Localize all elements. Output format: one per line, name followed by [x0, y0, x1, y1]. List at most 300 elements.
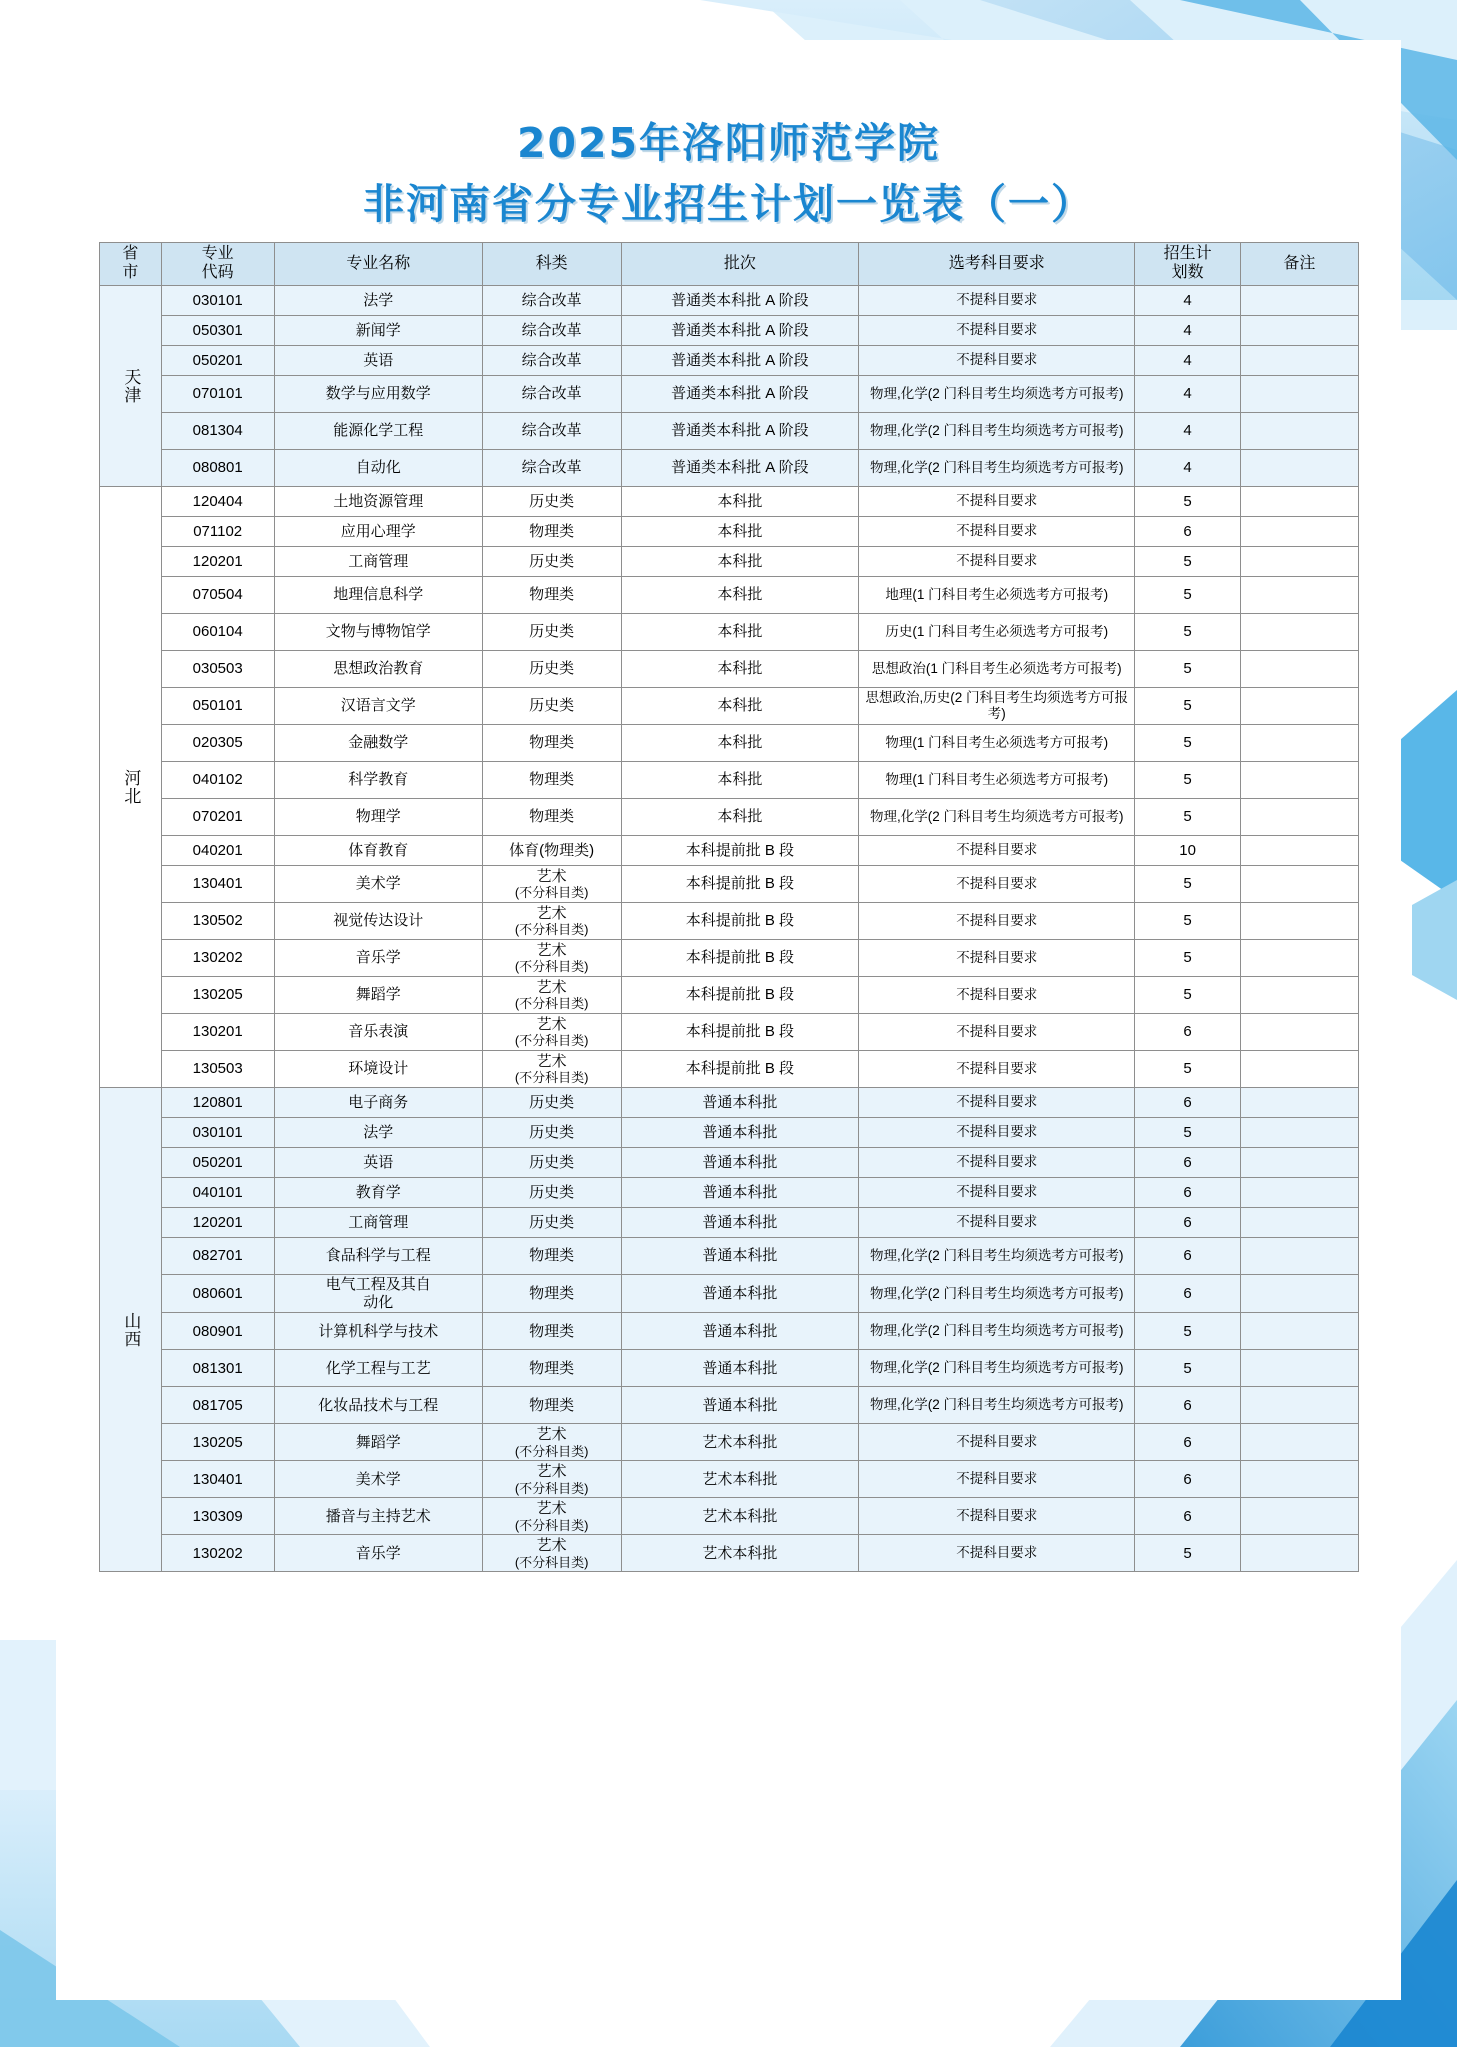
batch-cell: 本科批 [621, 517, 859, 547]
plan-count-cell: 4 [1135, 286, 1240, 316]
batch-cell: 本科提前批 B 段 [621, 866, 859, 903]
major-name-cell: 电气工程及其自 动化 [274, 1275, 482, 1313]
subject-requirement-cell: 不提科目要求 [859, 866, 1135, 903]
major-name-cell: 美术学 [274, 866, 482, 903]
major-code-cell: 071102 [161, 517, 274, 547]
major-code-cell: 120201 [161, 1208, 274, 1238]
table-row [100, 316, 1359, 346]
plan-count-cell: 6 [1135, 517, 1240, 547]
table-row [100, 1313, 1359, 1350]
major-code-cell: 080601 [161, 1275, 274, 1313]
note-cell [1240, 1350, 1358, 1387]
major-code-cell: 130202 [161, 1535, 274, 1572]
table-row [100, 1148, 1359, 1178]
enrollment-plan-table-wrapper [99, 242, 1359, 1572]
enrollment-plan-table [99, 242, 1359, 1572]
subject-category-cell: 物理类 [482, 1275, 621, 1313]
batch-cell: 本科提前批 B 段 [621, 903, 859, 940]
major-code-cell: 050301 [161, 316, 274, 346]
major-code-cell: 130502 [161, 903, 274, 940]
plan-count-cell: 5 [1135, 1313, 1240, 1350]
table-row [100, 1014, 1359, 1051]
major-name-cell: 音乐表演 [274, 1014, 482, 1051]
column-header-province [100, 243, 162, 286]
table-row [100, 577, 1359, 614]
subject-category-cell: 历史类 [482, 651, 621, 688]
batch-cell: 艺术本科批 [621, 1461, 859, 1498]
plan-count-cell: 5 [1135, 1350, 1240, 1387]
batch-cell: 普通类本科批 A 阶段 [621, 286, 859, 316]
header-plan-line2: 划数 [1171, 264, 1204, 281]
table-row [100, 450, 1359, 487]
plan-count-cell: 5 [1135, 725, 1240, 762]
batch-cell: 普通本科批 [621, 1313, 859, 1350]
major-code-cell: 030101 [161, 286, 274, 316]
note-cell [1240, 762, 1358, 799]
major-name-cell: 法学 [274, 1118, 482, 1148]
subject-requirement-cell: 不提科目要求 [859, 1051, 1135, 1088]
major-code-cell: 130309 [161, 1498, 274, 1535]
subject-requirement-cell: 不提科目要求 [859, 487, 1135, 517]
major-name-cell: 工商管理 [274, 547, 482, 577]
note-cell [1240, 977, 1358, 1014]
batch-cell: 本科批 [621, 577, 859, 614]
subject-requirement-cell: 不提科目要求 [859, 977, 1135, 1014]
major-name-cell: 金融数学 [274, 725, 482, 762]
subject-requirement-cell: 地理(1 门科目考生必须选考方可报考) [859, 577, 1135, 614]
table-header [100, 243, 1359, 286]
subject-category-cell: 物理类 [482, 517, 621, 547]
table-row [100, 651, 1359, 688]
table-row [100, 762, 1359, 799]
batch-cell: 本科提前批 B 段 [621, 836, 859, 866]
major-code-cell: 030503 [161, 651, 274, 688]
major-name-cell: 地理信息科学 [274, 577, 482, 614]
note-cell [1240, 836, 1358, 866]
subject-category-cell: 物理类 [482, 577, 621, 614]
subject-category-cell: 物理类 [482, 1387, 621, 1424]
batch-cell: 普通类本科批 A 阶段 [621, 316, 859, 346]
subject-category-cell: 艺术 (不分科目类) [482, 866, 621, 903]
major-code-cell: 040101 [161, 1178, 274, 1208]
table-row [100, 1275, 1359, 1313]
plan-count-cell: 6 [1135, 1461, 1240, 1498]
note-cell [1240, 799, 1358, 836]
major-name-cell: 舞蹈学 [274, 1424, 482, 1461]
subject-category-cell: 历史类 [482, 1208, 621, 1238]
subject-category-cell: 历史类 [482, 1148, 621, 1178]
plan-count-cell: 4 [1135, 316, 1240, 346]
subject-category-cell: 历史类 [482, 1178, 621, 1208]
major-name-cell: 汉语言文学 [274, 688, 482, 725]
major-code-cell: 060104 [161, 614, 274, 651]
subject-requirement-cell: 不提科目要求 [859, 1148, 1135, 1178]
table-row [100, 286, 1359, 316]
subject-requirement-cell: 不提科目要求 [859, 836, 1135, 866]
major-code-cell: 030101 [161, 1118, 274, 1148]
batch-cell: 艺术本科批 [621, 1498, 859, 1535]
note-cell [1240, 651, 1358, 688]
major-code-cell: 130401 [161, 866, 274, 903]
major-code-cell: 130401 [161, 1461, 274, 1498]
note-cell [1240, 688, 1358, 725]
major-code-cell: 070101 [161, 376, 274, 413]
subject-requirement-cell: 不提科目要求 [859, 1118, 1135, 1148]
note-cell [1240, 577, 1358, 614]
subject-category-cell: 历史类 [482, 1118, 621, 1148]
note-cell [1240, 1461, 1358, 1498]
subject-requirement-cell: 不提科目要求 [859, 1498, 1135, 1535]
note-cell [1240, 547, 1358, 577]
column-header-note: 备注 [1240, 243, 1358, 286]
major-code-cell: 120404 [161, 487, 274, 517]
batch-cell: 本科批 [621, 762, 859, 799]
major-name-cell: 工商管理 [274, 1208, 482, 1238]
note-cell [1240, 1313, 1358, 1350]
major-name-cell: 体育教育 [274, 836, 482, 866]
major-name-cell: 科学教育 [274, 762, 482, 799]
batch-cell: 普通本科批 [621, 1350, 859, 1387]
subject-category-cell: 物理类 [482, 1313, 621, 1350]
subject-requirement-cell: 物理,化学(2 门科目考生均须选考方可报考) [859, 413, 1135, 450]
subject-requirement-cell: 不提科目要求 [859, 1535, 1135, 1572]
subject-category-cell: 综合改革 [482, 316, 621, 346]
plan-count-cell: 5 [1135, 614, 1240, 651]
major-name-cell: 土地资源管理 [274, 487, 482, 517]
batch-cell: 本科批 [621, 688, 859, 725]
plan-count-cell: 6 [1135, 1208, 1240, 1238]
batch-cell: 普通类本科批 A 阶段 [621, 376, 859, 413]
major-name-cell: 物理学 [274, 799, 482, 836]
plan-count-cell: 5 [1135, 940, 1240, 977]
batch-cell: 本科提前批 B 段 [621, 977, 859, 1014]
subject-category-cell: 物理类 [482, 762, 621, 799]
batch-cell: 普通本科批 [621, 1275, 859, 1313]
major-code-cell: 070504 [161, 577, 274, 614]
subject-category-cell: 综合改革 [482, 346, 621, 376]
major-name-cell: 化妆品技术与工程 [274, 1387, 482, 1424]
subject-requirement-cell: 不提科目要求 [859, 903, 1135, 940]
note-cell [1240, 614, 1358, 651]
header-plan-line1: 招生计 [1163, 245, 1212, 263]
major-name-cell: 环境设计 [274, 1051, 482, 1088]
subject-requirement-cell: 物理,化学(2 门科目考生均须选考方可报考) [859, 1275, 1135, 1313]
batch-cell: 本科批 [621, 614, 859, 651]
major-name-cell: 应用心理学 [274, 517, 482, 547]
subject-category-cell: 历史类 [482, 1088, 621, 1118]
note-cell [1240, 1208, 1358, 1238]
subject-requirement-cell: 思想政治,历史(2 门科目考生均须选考方可报考) [859, 688, 1135, 725]
header-row [100, 243, 1359, 286]
major-name-cell: 美术学 [274, 1461, 482, 1498]
table-row [100, 903, 1359, 940]
major-name-cell: 英语 [274, 1148, 482, 1178]
table-row [100, 547, 1359, 577]
subject-category-cell: 艺术 (不分科目类) [482, 1014, 621, 1051]
batch-cell: 普通本科批 [621, 1178, 859, 1208]
note-cell [1240, 725, 1358, 762]
subject-requirement-cell: 历史(1 门科目考生必须选考方可报考) [859, 614, 1135, 651]
subject-category-cell: 综合改革 [482, 413, 621, 450]
plan-count-cell: 6 [1135, 1178, 1240, 1208]
major-name-cell: 文物与博物馆学 [274, 614, 482, 651]
major-name-cell: 自动化 [274, 450, 482, 487]
subject-requirement-cell: 物理,化学(2 门科目考生均须选考方可报考) [859, 1313, 1135, 1350]
table-row [100, 1238, 1359, 1275]
plan-count-cell: 5 [1135, 651, 1240, 688]
plan-count-cell: 6 [1135, 1088, 1240, 1118]
subject-requirement-cell: 不提科目要求 [859, 316, 1135, 346]
major-code-cell: 081301 [161, 1350, 274, 1387]
column-header-subject-requirement: 选考科目要求 [859, 243, 1135, 286]
batch-cell: 本科提前批 B 段 [621, 1014, 859, 1051]
column-header-subject-category: 科类 [482, 243, 621, 286]
subject-requirement-cell: 物理,化学(2 门科目考生均须选考方可报考) [859, 1238, 1135, 1275]
subject-category-cell: 体育(物理类) [482, 836, 621, 866]
subject-requirement-cell: 不提科目要求 [859, 517, 1135, 547]
subject-category-cell: 物理类 [482, 725, 621, 762]
subject-category-cell: 艺术 (不分科目类) [482, 977, 621, 1014]
plan-count-cell: 10 [1135, 836, 1240, 866]
subject-category-cell: 物理类 [482, 799, 621, 836]
note-cell [1240, 286, 1358, 316]
subject-category-cell: 艺术 (不分科目类) [482, 1498, 621, 1535]
batch-cell: 普通类本科批 A 阶段 [621, 450, 859, 487]
table-row [100, 1118, 1359, 1148]
major-code-cell: 130201 [161, 1014, 274, 1051]
subject-category-cell: 艺术 (不分科目类) [482, 1535, 621, 1572]
subject-requirement-cell: 不提科目要求 [859, 286, 1135, 316]
table-row [100, 1088, 1359, 1118]
table-row [100, 1424, 1359, 1461]
subject-category-cell: 艺术 (不分科目类) [482, 903, 621, 940]
table-row [100, 799, 1359, 836]
table-row [100, 487, 1359, 517]
major-code-cell: 080901 [161, 1313, 274, 1350]
subject-requirement-cell: 不提科目要求 [859, 1424, 1135, 1461]
note-cell [1240, 346, 1358, 376]
subject-requirement-cell: 物理(1 门科目考生必须选考方可报考) [859, 725, 1135, 762]
subject-requirement-cell: 不提科目要求 [859, 1014, 1135, 1051]
table-row [100, 1461, 1359, 1498]
page-title-line1: 2025年洛阳师范学院 [516, 119, 941, 167]
batch-cell: 本科批 [621, 651, 859, 688]
plan-count-cell: 6 [1135, 1387, 1240, 1424]
subject-requirement-cell: 物理,化学(2 门科目考生均须选考方可报考) [859, 450, 1135, 487]
subject-requirement-cell: 不提科目要求 [859, 547, 1135, 577]
major-code-cell: 050201 [161, 1148, 274, 1178]
plan-count-cell: 6 [1135, 1014, 1240, 1051]
table-row [100, 614, 1359, 651]
batch-cell: 普通本科批 [621, 1238, 859, 1275]
plan-count-cell: 4 [1135, 450, 1240, 487]
table-row [100, 688, 1359, 725]
plan-count-cell: 6 [1135, 1275, 1240, 1313]
note-cell [1240, 1051, 1358, 1088]
subject-requirement-cell: 物理,化学(2 门科目考生均须选考方可报考) [859, 376, 1135, 413]
subject-requirement-cell: 不提科目要求 [859, 940, 1135, 977]
page-title-line2: 非河南省分专业招生计划一览表（一） [363, 180, 1094, 229]
header-code-line2: 代码 [201, 264, 234, 281]
major-name-cell: 音乐学 [274, 940, 482, 977]
header-province-line1: 省 [122, 245, 139, 263]
major-name-cell: 舞蹈学 [274, 977, 482, 1014]
major-code-cell: 081705 [161, 1387, 274, 1424]
plan-count-cell: 5 [1135, 577, 1240, 614]
plan-count-cell: 5 [1135, 688, 1240, 725]
table-row [100, 1208, 1359, 1238]
subject-requirement-cell: 物理,化学(2 门科目考生均须选考方可报考) [859, 799, 1135, 836]
header-province-line2: 市 [122, 264, 139, 281]
note-cell [1240, 1275, 1358, 1313]
note-cell [1240, 1118, 1358, 1148]
major-name-cell: 化学工程与工艺 [274, 1350, 482, 1387]
province-cell: 山西 [100, 1088, 162, 1572]
note-cell [1240, 1088, 1358, 1118]
table-row [100, 1350, 1359, 1387]
note-cell [1240, 517, 1358, 547]
major-code-cell: 040102 [161, 762, 274, 799]
table-row [100, 346, 1359, 376]
subject-category-cell: 艺术 (不分科目类) [482, 1461, 621, 1498]
batch-cell: 艺术本科批 [621, 1535, 859, 1572]
subject-requirement-cell: 物理,化学(2 门科目考生均须选考方可报考) [859, 1387, 1135, 1424]
table-row [100, 725, 1359, 762]
batch-cell: 本科批 [621, 799, 859, 836]
note-cell [1240, 1014, 1358, 1051]
note-cell [1240, 316, 1358, 346]
plan-count-cell: 6 [1135, 1238, 1240, 1275]
note-cell [1240, 487, 1358, 517]
major-name-cell: 教育学 [274, 1178, 482, 1208]
plan-count-cell: 5 [1135, 762, 1240, 799]
table-body [100, 286, 1359, 1572]
major-name-cell: 电子商务 [274, 1088, 482, 1118]
major-name-cell: 能源化学工程 [274, 413, 482, 450]
major-code-cell: 050101 [161, 688, 274, 725]
major-code-cell: 040201 [161, 836, 274, 866]
major-name-cell: 播音与主持艺术 [274, 1498, 482, 1535]
document-page [56, 40, 1401, 2000]
note-cell [1240, 903, 1358, 940]
plan-count-cell: 6 [1135, 1148, 1240, 1178]
subject-requirement-cell: 思想政治(1 门科目考生必须选考方可报考) [859, 651, 1135, 688]
table-row [100, 977, 1359, 1014]
major-code-cell: 130202 [161, 940, 274, 977]
subject-category-cell: 艺术 (不分科目类) [482, 1424, 621, 1461]
note-cell [1240, 1387, 1358, 1424]
major-code-cell: 050201 [161, 346, 274, 376]
batch-cell: 本科提前批 B 段 [621, 1051, 859, 1088]
subject-category-cell: 艺术 (不分科目类) [482, 1051, 621, 1088]
column-header-plan-count [1135, 243, 1240, 286]
subject-category-cell: 艺术 (不分科目类) [482, 940, 621, 977]
batch-cell: 本科批 [621, 547, 859, 577]
subject-category-cell: 综合改革 [482, 286, 621, 316]
batch-cell: 普通本科批 [621, 1148, 859, 1178]
major-name-cell: 音乐学 [274, 1535, 482, 1572]
major-code-cell: 120801 [161, 1088, 274, 1118]
batch-cell: 本科批 [621, 725, 859, 762]
note-cell [1240, 1424, 1358, 1461]
plan-count-cell: 5 [1135, 1535, 1240, 1572]
table-row [100, 866, 1359, 903]
subject-requirement-cell: 物理(1 门科目考生必须选考方可报考) [859, 762, 1135, 799]
batch-cell: 本科提前批 B 段 [621, 940, 859, 977]
subject-category-cell: 历史类 [482, 614, 621, 651]
plan-count-cell: 5 [1135, 487, 1240, 517]
batch-cell: 本科批 [621, 487, 859, 517]
major-code-cell: 130205 [161, 1424, 274, 1461]
subject-requirement-cell: 不提科目要求 [859, 1178, 1135, 1208]
note-cell [1240, 413, 1358, 450]
table-row [100, 413, 1359, 450]
plan-count-cell: 6 [1135, 1424, 1240, 1461]
batch-cell: 普通本科批 [621, 1088, 859, 1118]
plan-count-cell: 4 [1135, 376, 1240, 413]
note-cell [1240, 940, 1358, 977]
column-header-major-name: 专业名称 [274, 243, 482, 286]
major-code-cell: 130205 [161, 977, 274, 1014]
note-cell [1240, 1498, 1358, 1535]
major-name-cell: 视觉传达设计 [274, 903, 482, 940]
table-row [100, 1051, 1359, 1088]
note-cell [1240, 376, 1358, 413]
subject-category-cell: 物理类 [482, 1350, 621, 1387]
subject-requirement-cell: 不提科目要求 [859, 346, 1135, 376]
major-name-cell: 思想政治教育 [274, 651, 482, 688]
note-cell [1240, 866, 1358, 903]
batch-cell: 普通本科批 [621, 1208, 859, 1238]
column-header-major-code [161, 243, 274, 286]
major-code-cell: 080801 [161, 450, 274, 487]
table-row [100, 376, 1359, 413]
note-cell [1240, 1178, 1358, 1208]
major-code-cell: 081304 [161, 413, 274, 450]
subject-requirement-cell: 不提科目要求 [859, 1088, 1135, 1118]
table-row [100, 517, 1359, 547]
table-row [100, 1535, 1359, 1572]
subject-category-cell: 历史类 [482, 688, 621, 725]
major-name-cell: 法学 [274, 286, 482, 316]
province-cell: 天津 [100, 286, 162, 487]
batch-cell: 普通本科批 [621, 1387, 859, 1424]
subject-category-cell: 历史类 [482, 487, 621, 517]
note-cell [1240, 450, 1358, 487]
plan-count-cell: 5 [1135, 799, 1240, 836]
major-name-cell: 英语 [274, 346, 482, 376]
subject-requirement-cell: 不提科目要求 [859, 1208, 1135, 1238]
major-code-cell: 130503 [161, 1051, 274, 1088]
column-header-batch: 批次 [621, 243, 859, 286]
major-code-cell: 120201 [161, 547, 274, 577]
subject-requirement-cell: 物理,化学(2 门科目考生均须选考方可报考) [859, 1350, 1135, 1387]
major-name-cell: 食品科学与工程 [274, 1238, 482, 1275]
major-code-cell: 070201 [161, 799, 274, 836]
subject-requirement-cell: 不提科目要求 [859, 1461, 1135, 1498]
table-row [100, 1178, 1359, 1208]
major-code-cell: 082701 [161, 1238, 274, 1275]
plan-count-cell: 4 [1135, 346, 1240, 376]
subject-category-cell: 综合改革 [482, 376, 621, 413]
plan-count-cell: 5 [1135, 547, 1240, 577]
plan-count-cell: 5 [1135, 866, 1240, 903]
province-cell: 河北 [100, 487, 162, 1088]
major-name-cell: 数学与应用数学 [274, 376, 482, 413]
table-row [100, 1498, 1359, 1535]
batch-cell: 普通本科批 [621, 1118, 859, 1148]
plan-count-cell: 5 [1135, 977, 1240, 1014]
